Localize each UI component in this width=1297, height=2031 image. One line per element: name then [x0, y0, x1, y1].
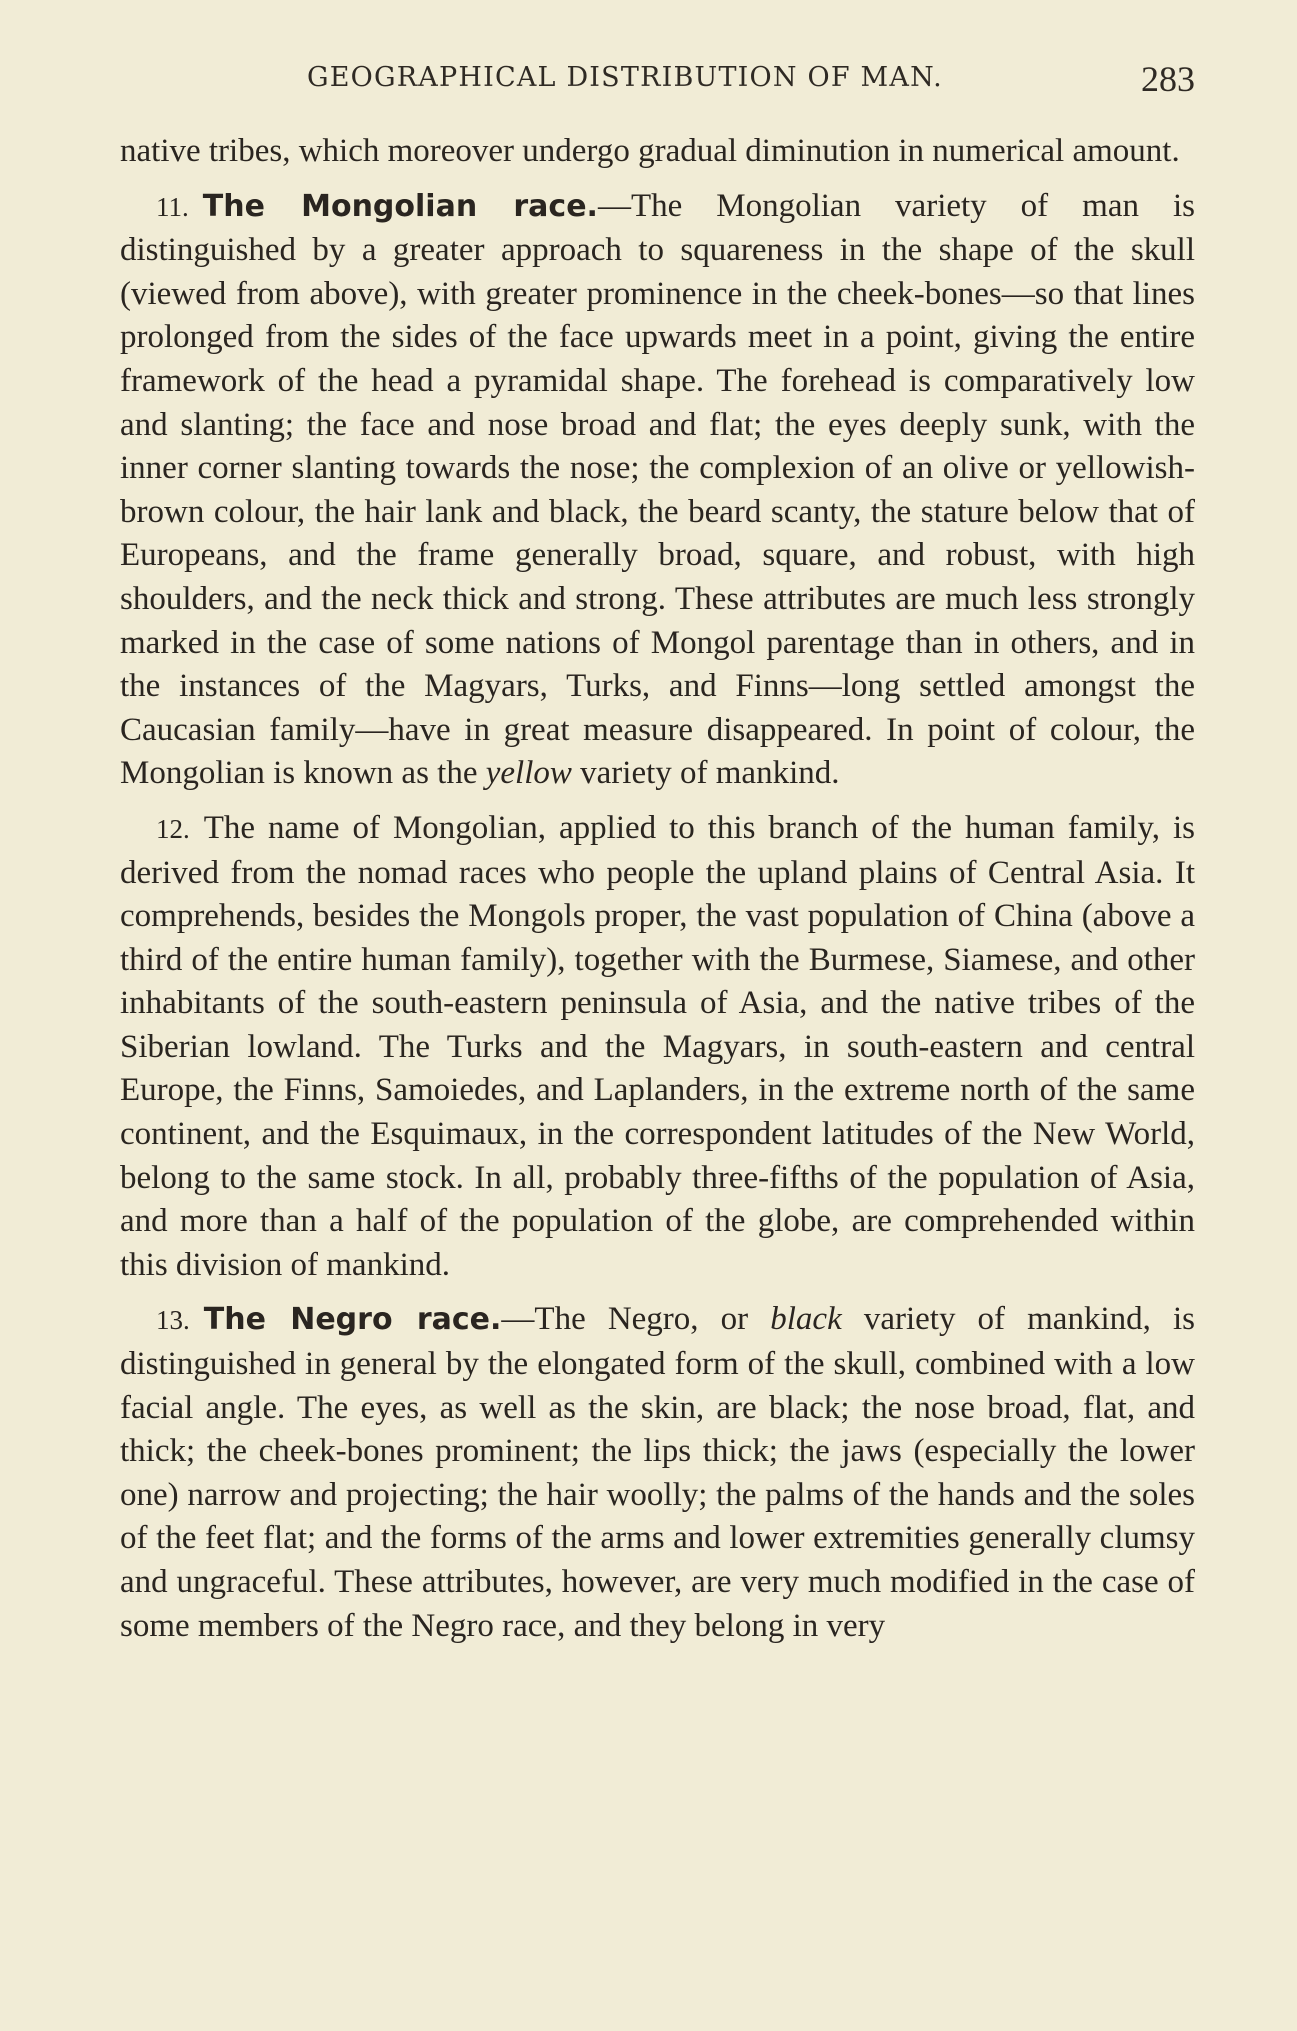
body-text [120, 130, 1195, 1659]
paragraph-text: —The Mongolian variety of man is distinguished by a greater approach to squareness in the shape of the skull (viewed from above), with greater prominence in the cheek-bones—so that lines prolonged from the sides of the face upwards meet in a point, giving the entire framework of the head a pyramidal shape. The forehead is comparatively low and slanting; the face and nose broad and flat; the eyes deeply sunk, with the inner corner slanting towards the nose; the complexion of an olive or yellowish-brown colour, the hair lank and black, the beard scanty, the stature below that of Europeans, and the frame generally broad, square, and robust, with high shoulders, and the neck thick and strong. These attributes are much less strongly marked in the case of some nations of Mongol parentage than in others, and in the instances of the Magyars, Turks, and Finns—long settled amongst the Caucasian family—have in great measure disappeared. In point of colour, the Mongolian is known as the [120, 187, 1195, 792]
paragraph-mongolian-name [120, 807, 1195, 1288]
paragraph-negro-race [120, 1298, 1195, 1648]
section-number: 11. [156, 191, 189, 222]
paragraph-text: —The Negro, or [501, 1301, 771, 1338]
italic-term: black [770, 1301, 842, 1338]
paragraph-text: The name of Mongolian, applied to this branch of the human family, is derived from the nomad races who people the upland plains of Central Asia. It comprehends, besides the Mongols proper, the vast population of China (above a third of the entire human family), together with the Burmese, Siamese, and other inhabitants of the south-eastern peninsula of Asia, and the native tribes of the Siberian lowland. The Turks and the Magyars, in south-eastern and central Europe, the Finns, Samoiedes, and Laplanders, in the extreme north of the same continent, and the Esquimaux, in the correspondent latitudes of the New World, belong to the same stock. In all, probably three-fifths of the population of Asia, and more than a half of the population of the globe, are comprehended within this division of mankind. [120, 809, 1195, 1283]
section-heading: The Mongolian race. [202, 188, 598, 224]
running-header [120, 58, 1195, 102]
paragraph-continuation [120, 130, 1195, 174]
paragraph-text: native tribes, which moreover undergo gradual diminution in numerical amount. [120, 133, 1180, 169]
page-number: 283 [1141, 59, 1195, 99]
italic-term: yellow [485, 755, 572, 792]
paragraph-text-end: variety of mankind. [571, 755, 840, 792]
section-number: 13. [156, 1305, 190, 1336]
section-heading: The Negro race. [203, 1302, 502, 1338]
paragraph-mongolian-race [120, 185, 1195, 796]
section-number: 12. [156, 813, 190, 844]
running-head-title: GEOGRAPHICAL DISTRIBUTION OF MAN. [307, 62, 943, 93]
paragraph-text-end: variety of mankind, is distinguished in general by the elongated form of the skull, combined with a low facial angle. The eyes, as well as the skin, are black; the nose broad, flat, and thick; the cheek-bones prominent; the lips thick; the jaws (especially the lower one) narrow and projecting; the hair woolly; the palms of the hands and the soles of the feet flat; and the forms of the arms and lower extremities generally clumsy and ungraceful. These attributes, however, are very much modified in the case of some members of the Negro race, and they belong in very [120, 1301, 1195, 1644]
